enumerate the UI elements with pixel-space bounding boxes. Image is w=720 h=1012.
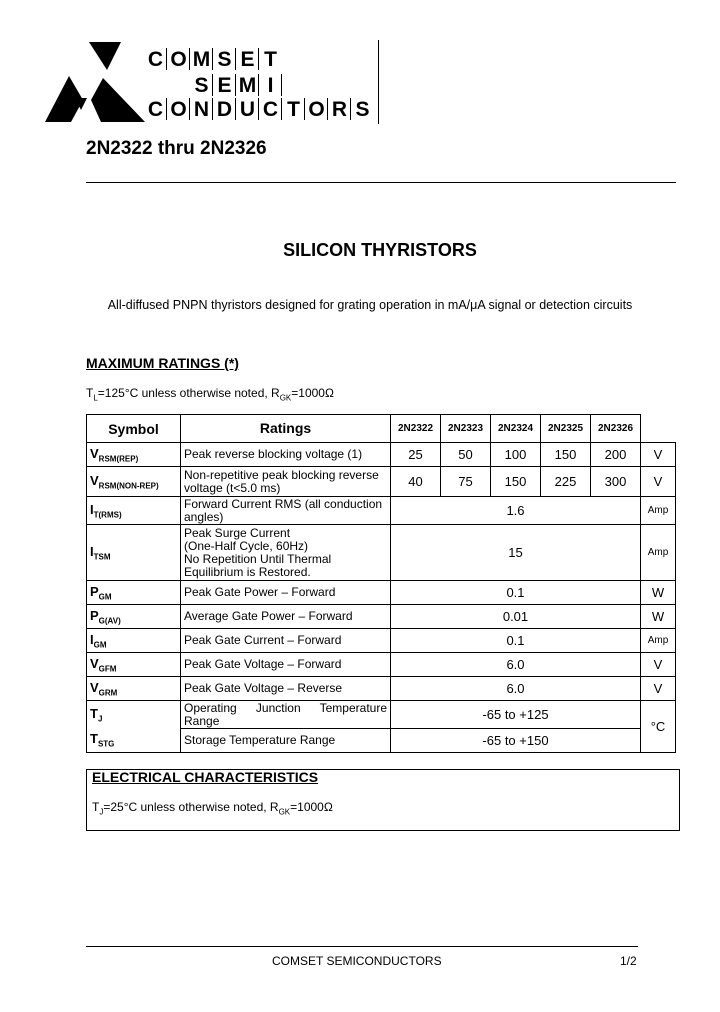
symbol: T: [90, 731, 98, 747]
value-cell: 200: [591, 443, 641, 467]
rating-desc: Peak Gate Voltage – Forward: [181, 653, 391, 677]
value-cell: -65 to +125: [391, 701, 641, 729]
section-title: SILICON THYRISTORS: [283, 240, 477, 260]
header-part: 2N2322: [391, 415, 441, 443]
logo-letter: N: [193, 98, 210, 121]
value-cell: 0.01: [391, 605, 641, 629]
desc-line: No Repetition Until Thermal: [184, 551, 332, 566]
symbol: I: [90, 543, 94, 559]
header-part: 2N2323: [441, 415, 491, 443]
header-ratings: Ratings: [181, 415, 391, 443]
cond-text: =1000Ω: [291, 386, 334, 400]
symbol: V: [90, 679, 99, 695]
symbol-cell: [87, 729, 181, 753]
footer-page-number: 1/2: [620, 954, 637, 968]
value-cell: -65 to +150: [391, 729, 641, 753]
table-row: [87, 605, 676, 629]
table-row: [87, 701, 676, 729]
rating-desc: Peak Gate Voltage – Reverse: [181, 677, 391, 701]
symbol-sub: TSM: [93, 552, 111, 562]
unit-cell: Amp: [641, 525, 676, 581]
logo-letter: E: [240, 48, 255, 71]
logo-divider: [166, 48, 167, 70]
symbol-cell: [87, 443, 181, 467]
electrical-conditions: [92, 800, 333, 816]
table-row: [87, 677, 676, 701]
unit-cell: V: [641, 443, 676, 467]
logo-divider: [166, 98, 167, 120]
symbol-cell: [87, 653, 181, 677]
logo-divider: [189, 98, 190, 120]
symbol-cell: [87, 467, 181, 497]
electrical-heading: ELECTRICAL CHARACTERISTICS: [92, 769, 319, 785]
desc-line: Equilibrium is Restored.: [184, 564, 311, 579]
logo-divider: [304, 98, 305, 120]
logo-letter: U: [239, 98, 256, 121]
logo-triangle-icon: [45, 42, 145, 124]
cond-text: =1000Ω: [290, 800, 333, 814]
value-cell: 100: [491, 443, 541, 467]
ratings-table: [86, 414, 676, 753]
symbol: T: [90, 705, 98, 721]
symbol-cell: [87, 629, 181, 653]
symbol-cell: [87, 525, 181, 581]
cond-sub: GK: [279, 393, 292, 403]
logo-divider: [378, 40, 379, 124]
symbol: I: [90, 631, 94, 647]
symbol-cell: [87, 605, 181, 629]
symbol: V: [90, 655, 99, 671]
value-cell: 300: [591, 467, 641, 497]
symbol-sub: GFM: [98, 664, 117, 674]
unit-cell: V: [641, 467, 676, 497]
rating-desc: Storage Temperature Range: [181, 729, 391, 753]
footer-rule: [86, 946, 638, 947]
symbol-sub: G(AV): [98, 616, 121, 626]
logo-letter: O: [170, 98, 187, 121]
symbol: I: [90, 501, 94, 517]
rating-desc: Average Gate Power – Forward: [181, 605, 391, 629]
symbol: V: [90, 445, 99, 461]
table-row: [87, 581, 676, 605]
logo-letter: S: [217, 48, 232, 71]
symbol: P: [90, 607, 99, 623]
logo-divider: [327, 98, 328, 120]
header-part: 2N2325: [541, 415, 591, 443]
symbol-sub: RSM(NON-REP): [98, 481, 159, 491]
logo-letter: I: [267, 74, 274, 97]
value-cell: 0.1: [391, 629, 641, 653]
value-cell: 0.1: [391, 581, 641, 605]
header-unit: [641, 415, 676, 443]
part-title: 2N2322 thru 2N2326: [86, 138, 267, 159]
logo-row-1: [144, 48, 282, 72]
symbol-cell: [87, 497, 181, 525]
desc-line: Peak Surge Current: [184, 525, 291, 540]
cond-sub: L: [93, 393, 98, 403]
value-cell: 6.0: [391, 653, 641, 677]
unit-cell: W: [641, 581, 676, 605]
table-row: [87, 497, 676, 525]
logo-divider: [189, 48, 190, 70]
symbol-sub: J: [97, 714, 103, 724]
value-cell: 50: [441, 443, 491, 467]
logo-letter: C: [262, 98, 279, 121]
symbol-sub: T(RMS): [93, 510, 122, 520]
cond-sub: GK: [278, 807, 291, 817]
cond-text: =25°C unless otherwise noted, R: [103, 800, 279, 814]
logo-divider: [258, 48, 259, 70]
value-cell: 150: [491, 467, 541, 497]
logo-letter: E: [217, 74, 232, 97]
rating-desc: Peak reverse blocking voltage (1): [181, 443, 391, 467]
cond-sub: J: [99, 807, 104, 817]
symbol-sub: GM: [98, 592, 112, 602]
logo-letter: S: [194, 74, 209, 97]
unit-cell: W: [641, 605, 676, 629]
rating-desc: Forward Current RMS (all conduction angles): [181, 497, 391, 525]
cond-text: T: [86, 386, 94, 400]
logo-divider: [281, 74, 282, 96]
logo-divider: [212, 74, 213, 96]
value-cell: 150: [541, 443, 591, 467]
max-ratings-heading: MAXIMUM RATINGS (*): [86, 355, 239, 371]
table-row: [87, 729, 676, 753]
logo-letter: M: [238, 74, 257, 97]
logo-divider: [258, 74, 259, 96]
header-part: 2N2324: [491, 415, 541, 443]
value-cell: 75: [441, 467, 491, 497]
rating-desc: Operating Junction Temperature Range: [181, 701, 391, 729]
max-ratings-conditions: [86, 386, 334, 402]
table-row: [87, 525, 676, 581]
logo-letter: O: [308, 98, 325, 121]
cond-text: T: [92, 800, 100, 814]
logo-letter: T: [264, 48, 277, 71]
logo-divider: [212, 48, 213, 70]
unit-cell: °C: [641, 701, 676, 753]
logo-divider: [350, 98, 351, 120]
header-part: 2N2326: [591, 415, 641, 443]
rating-desc: Non-repetitive peak blocking reverse voltage (t<5.0 ms): [181, 467, 391, 497]
logo-divider: [281, 98, 282, 120]
logo-letter: D: [216, 98, 233, 121]
table-row: [87, 443, 676, 467]
subtitle: All-diffused PNPN thyristors designed for grating operation in mA/μA signal or detection circuits: [107, 298, 633, 312]
rating-desc: [181, 525, 391, 581]
table-header-row: [87, 415, 676, 443]
header-symbol: Symbol: [87, 415, 181, 443]
value-cell: 15: [391, 525, 641, 581]
logo-divider: [235, 74, 236, 96]
title-rule: [86, 182, 676, 183]
rating-desc: Peak Gate Power – Forward: [181, 581, 391, 605]
logo-divider: [235, 98, 236, 120]
table-row: [87, 653, 676, 677]
logo-letter: T: [287, 98, 300, 121]
unit-cell: V: [641, 677, 676, 701]
unit-cell: V: [641, 653, 676, 677]
symbol-sub: GRM: [98, 688, 118, 698]
unit-cell: Amp: [641, 497, 676, 525]
logo-row-2: [190, 74, 282, 98]
symbol-cell: [87, 677, 181, 701]
value-cell: 40: [391, 467, 441, 497]
table-row: [87, 629, 676, 653]
logo-row-3: [144, 98, 374, 122]
logo-letter: C: [147, 48, 164, 71]
symbol: V: [90, 472, 99, 488]
logo-divider: [258, 98, 259, 120]
unit-cell: Amp: [641, 629, 676, 653]
desc-line: (One-Half Cycle, 60Hz): [184, 538, 309, 553]
symbol-sub: GM: [93, 640, 107, 650]
logo-divider: [212, 98, 213, 120]
symbol-cell: [87, 581, 181, 605]
rating-desc: Peak Gate Current – Forward: [181, 629, 391, 653]
logo-letter: C: [147, 98, 164, 121]
symbol-sub: STG: [97, 740, 115, 750]
symbol: P: [90, 583, 99, 599]
value-cell: 225: [541, 467, 591, 497]
symbol-cell: [87, 701, 181, 729]
cond-text: =125°C unless otherwise noted, R: [97, 386, 280, 400]
logo-letter: R: [331, 98, 348, 121]
logo-letter: M: [192, 48, 211, 71]
logo-letter: S: [355, 98, 370, 121]
value-cell: 6.0: [391, 677, 641, 701]
table-row: [87, 467, 676, 497]
value-cell: 1.6: [391, 497, 641, 525]
symbol-sub: RSM(REP): [98, 454, 139, 464]
value-cell: 25: [391, 443, 441, 467]
footer-company: COMSET SEMICONDUCTORS: [272, 954, 442, 968]
logo-letter: O: [170, 48, 187, 71]
logo-divider: [235, 48, 236, 70]
